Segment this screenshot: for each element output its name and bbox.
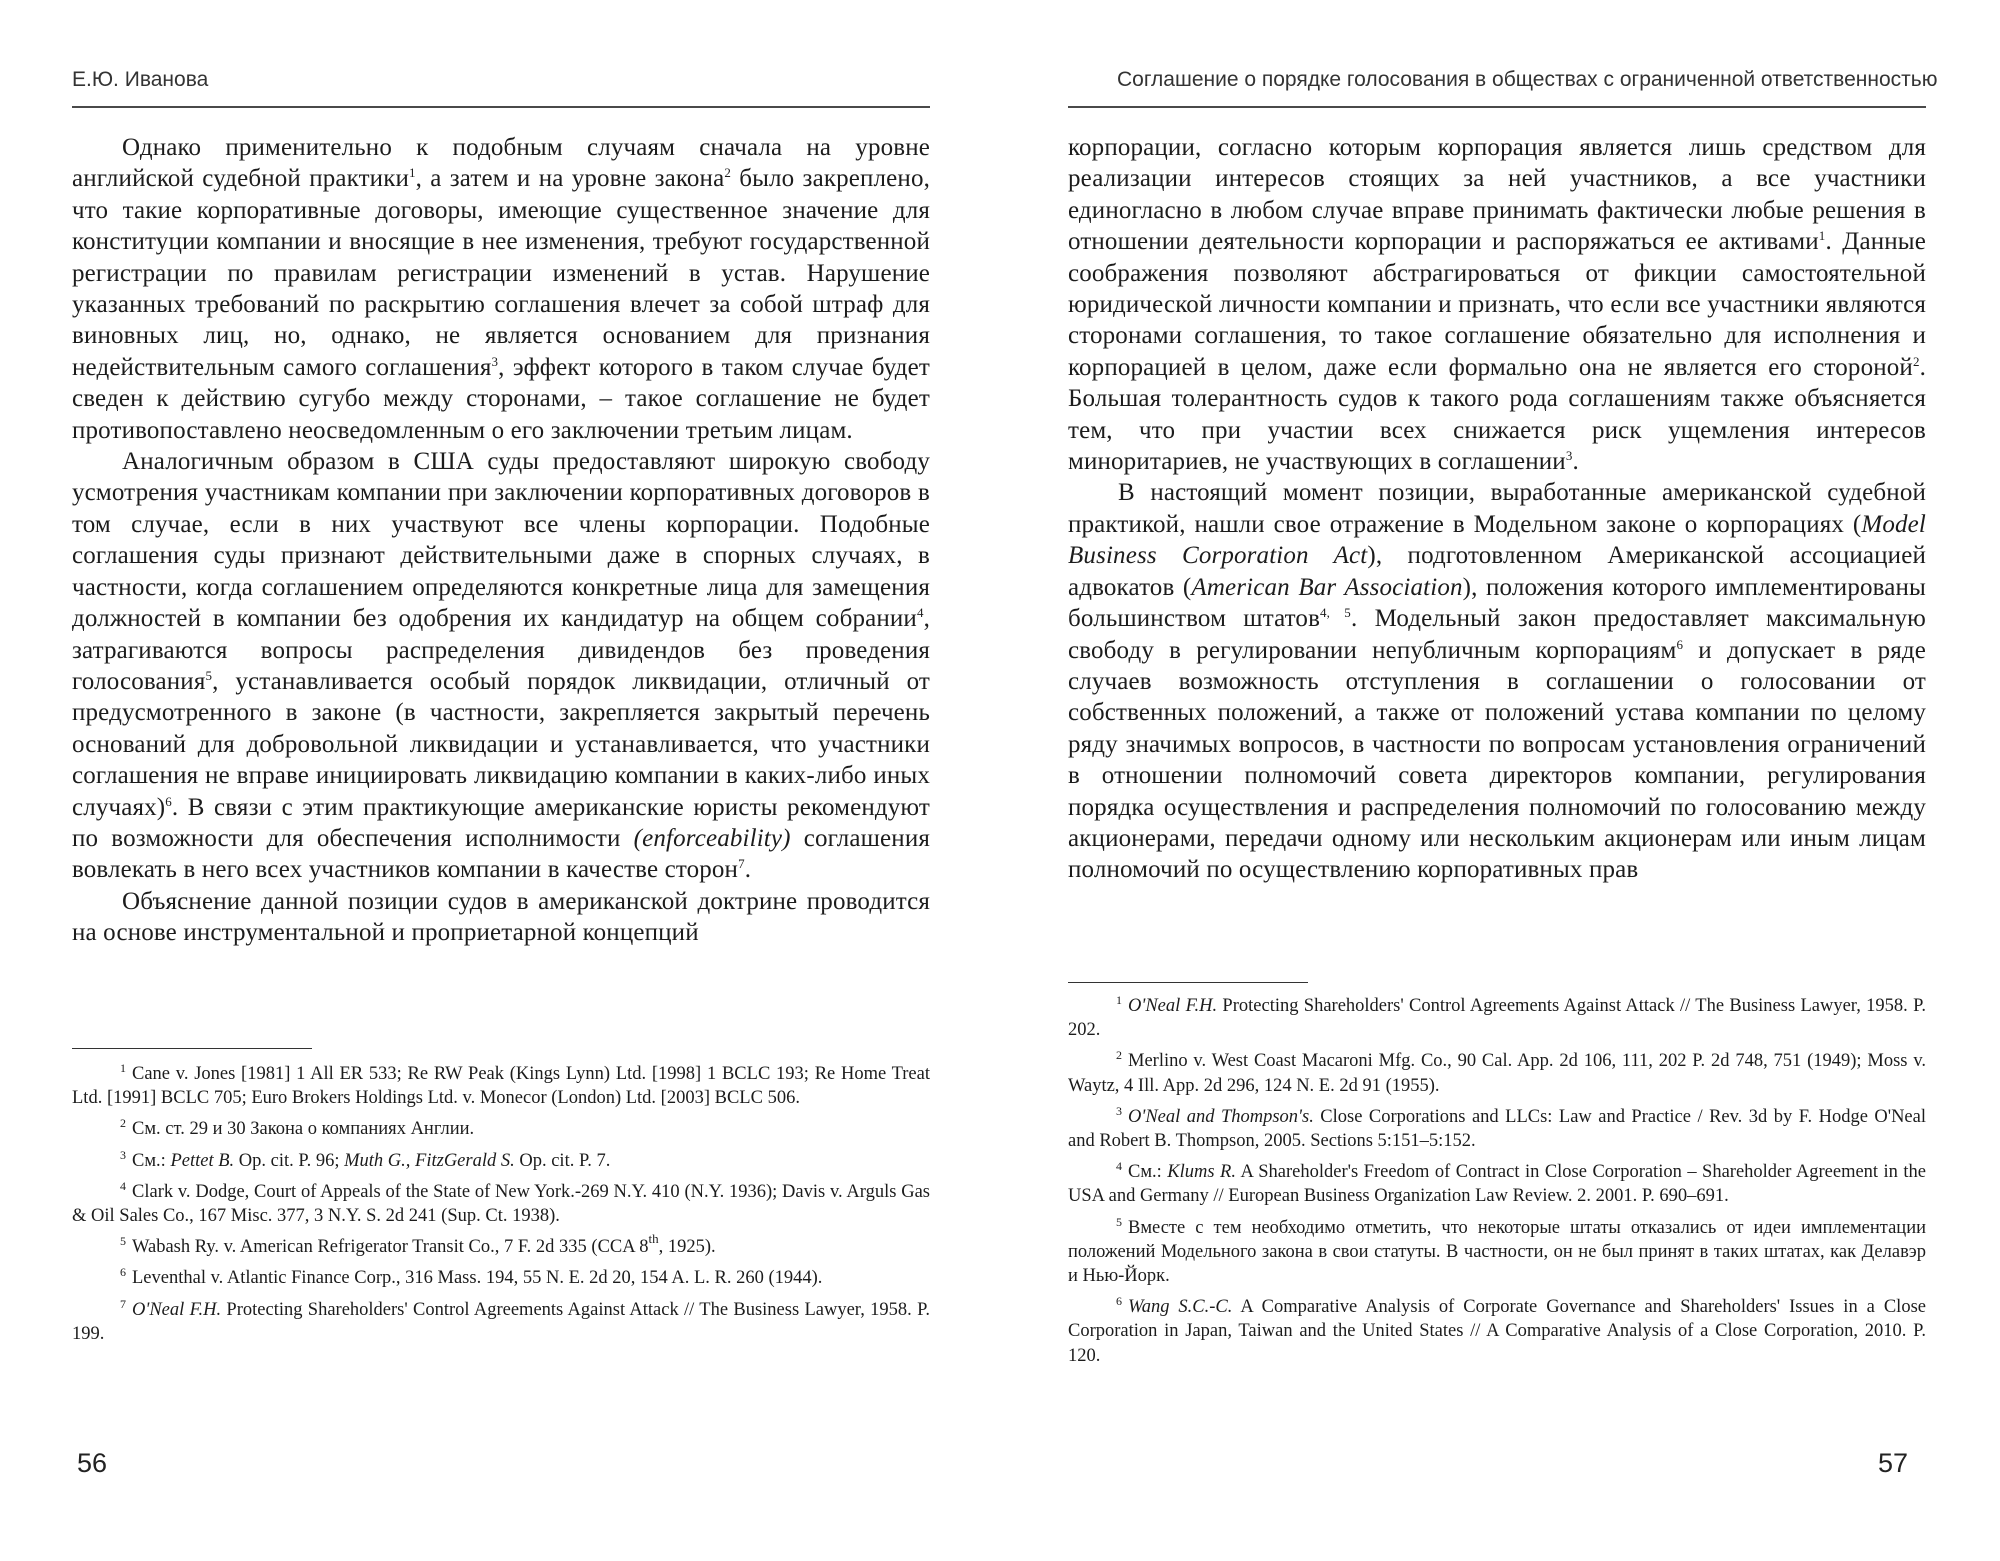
text-run: Clark v. Dodge, Court of Appeals of the State of New York.-269 N.Y. 410 (N.Y. 1936); Davis v. Arguls Gas & Oil Sales Co., 167 Misc. 377, 3 N.Y. S. 2d 241 (Sup. Ct. 1938). (72, 1181, 930, 1227)
text-run: A Shareholder's Freedom of Contract in Close Corporation – Shareholder Agreement in the USA and Germany // European Business Organization Law Review. 2. 2001. P. 690–691. (1068, 1162, 1927, 1207)
footnote (72, 1149, 930, 1173)
page-number: 57 (1878, 1448, 1909, 1478)
footnote (1068, 1216, 1926, 1289)
header-rule (1068, 106, 1926, 108)
italic-run: Klums R. (1167, 1162, 1236, 1183)
text-run: , затрагиваются вопросы распределения дивидендов без проведения голосования (72, 605, 930, 695)
footnote-number: 4 (120, 1178, 126, 1193)
footnote-ref: 1 (1818, 228, 1826, 244)
footnote-ref: 1 (409, 165, 416, 181)
page-number: 56 (77, 1448, 108, 1478)
italic-run: Pettet B. (170, 1150, 235, 1171)
text-run: Close Corporations and LLCs: Law and Practice / Rev. 3d by F. Hodge O'Neal and Robert B. Thompson, 2005. Sections 5:151–5:152. (1068, 1106, 1926, 1152)
footnote (72, 1231, 930, 1259)
footnote-ref: 3 (491, 353, 499, 369)
text-run: . Большая толерантность судов к такого рода соглашениям также объясняется тем, что при участии всех снижается риск ущемления интересов миноритариев, не участвующих в соглашении (1068, 353, 1926, 476)
text-run: . Модельный закон предоставляет максимальную свободу в регулировании непубличным корпорациям (1068, 605, 1926, 664)
footnote-number: 7 (120, 1296, 126, 1311)
text-run: В настоящий момент позиции, выработанные американской судебной практикой, нашли свое отражение в Модельном законе о корпорациях ( (1068, 479, 1926, 538)
text-run: Protecting Shareholders' Control Agreements Against Attack // The Business Lawyer, 1958. P. 199. (72, 1299, 930, 1344)
footnote-number: 2 (1116, 1048, 1122, 1063)
text-run: Leventhal v. Atlantic Finance Corp., 316 Mass. 194, 55 N. E. 2d 20, 154 A. L. R. 260 (1944). (132, 1268, 823, 1289)
footnote (1068, 1295, 1926, 1368)
footnote (1068, 1049, 1926, 1097)
footnote (1068, 994, 1926, 1042)
footnote-ref: 2 (1912, 353, 1920, 369)
footnote-number: 1 (1116, 993, 1122, 1007)
footnote-rule (72, 1048, 312, 1049)
text-run: Merlino v. West Coast Macaroni Mfg. Co., 90 Cal. App. 2d 106, 111, 202 P. 2d 748, 751 (1949); Moss v. Waytz, 4 Ill. App. 2d 296, 124 N. E. 2d 91 (1955). (1068, 1051, 1926, 1096)
text-run: Op. cit. P. 96; (234, 1150, 345, 1171)
italic-run: Model Business Corporation Act (1068, 510, 1926, 570)
text-run: ), подготовленном Американской ассоциацией адвокатов ( (1068, 542, 1926, 601)
footnote-ref: 3 (1565, 448, 1573, 464)
paragraph (72, 446, 930, 886)
footnote-ref: 4 (916, 605, 924, 621)
footnote-number: 5 (120, 1234, 126, 1249)
text-run: A Comparative Analysis of Corporate Governance and Shareholders' Issues in a Close Corporation in Japan, Taiwan and the United States // A Comparative Analysis of a Close Corporation, 2010. P. 120. (1068, 1297, 1926, 1366)
text-run: корпорации, согласно которым корпорация является лишь средством для реализации интересов стоящих за ней участников, а все участники единогласно в любом случае вправе принимать фактически любые решения в отношении деятельности корпорации и распоряжаться ее активами (1068, 134, 1926, 256)
paragraph (1068, 477, 1926, 885)
text-run: Cane v. Jones [1981] 1 All ER 533; Re RW Peak (Kings Lynn) Ltd. [1998] 1 BCLC 193; Re Home Treat Ltd. [1991] BCLC 705; Euro Brokers Holdings Ltd. v. Monecor (London) Ltd. [2003] BCLC 506. (72, 1064, 930, 1109)
italic-run: Muth G., FitzGerald S. (344, 1150, 515, 1171)
text-run: , эффект которого в таком случае будет сведен к действию сугубо между сторонами, – такое соглашение не будет противопоставлено неосведомленным о его заключении третьим лицам. (72, 353, 930, 444)
right-page (1000, 0, 2000, 1561)
footnote-number: 5 (1116, 1214, 1122, 1229)
footnote-number: 1 (120, 1061, 126, 1075)
text-run: Однако применительно к подобным случаям сначала на уровне английской судебной практики (72, 134, 930, 193)
main-text (1068, 132, 1926, 886)
footnote-number: 3 (120, 1147, 126, 1162)
italic-run: O'Neal F.H. (1128, 996, 1218, 1016)
footnote-ref: 6 (1676, 636, 1684, 652)
footnotes (1068, 994, 1926, 1375)
footnote-ref: th (648, 1231, 659, 1247)
footnote (1068, 1160, 1926, 1208)
footnote-ref: 4, 5 (1320, 605, 1351, 621)
footnote-ref: 5 (205, 667, 213, 683)
footnote (72, 1117, 930, 1141)
footnote (1068, 1105, 1926, 1153)
italic-run: Wang S.C.-C. (1128, 1297, 1233, 1318)
text-run: ), положения которого имплементированы большинством штатов (1068, 573, 1926, 633)
italic-run: O'Neal F.H. (132, 1299, 222, 1320)
text-run: См. ст. 29 и 30 Закона о компаниях Англии. (132, 1119, 475, 1140)
footnote-number: 2 (120, 1116, 126, 1131)
footnote-number: 3 (1116, 1103, 1122, 1118)
paragraph (1068, 132, 1926, 477)
italic-run: American Bar Association (1191, 573, 1463, 601)
footnote (72, 1266, 930, 1290)
running-head-author: Е.Ю. Иванова (72, 68, 209, 91)
footnote-ref: 6 (165, 793, 172, 809)
text-run: См.: (1128, 1162, 1168, 1183)
footnote-rule (1068, 982, 1308, 983)
footnote-ref: 2 (724, 165, 731, 181)
text-run: . (744, 856, 752, 884)
text-run: , 1925). (658, 1237, 716, 1258)
text-run: соглашения вовлекать в него всех участников компании в качестве сторон (72, 824, 931, 884)
text-run: . (1572, 448, 1579, 476)
running-head-title: Соглашение о порядке голосования в обществах с ограниченной ответственностью (1117, 68, 1938, 91)
text-run: , устанавливается особый порядок ликвидации, отличный от предусмотренного в законе (в частности, закрепляется закрытый перечень оснований для добровольной ликвидации и устанавливается, что участники соглашения не вправе инициировать ликвидацию компании в каких-либо иных случаях) (72, 667, 930, 821)
italic-run: (enforceability) (633, 824, 791, 852)
text-run: См.: (132, 1150, 171, 1171)
header-rule (72, 106, 930, 108)
main-text (72, 132, 930, 949)
text-run: и допускает в ряде случаев возможность отступления в соглашении о голосовании от собственных положений, а также от положений устава компании по целому ряду значимых вопросов, в частности по вопросам установления ограничений в отношении полномочий совета директоров компании, регулирования порядка осуществления и распределения полномочий по голосованию между акционерами, передачи одному или нескольким акционерам или иным лицам полномочий по осуществлению корпоративных прав (1068, 636, 1926, 884)
footnote (72, 1062, 930, 1110)
text-run: Op. cit. P. 7. (514, 1150, 611, 1171)
footnote-number: 4 (1116, 1159, 1122, 1174)
footnote-number: 6 (120, 1265, 126, 1280)
text-run: Вместе с тем необходимо отметить, что некоторые штаты отказались от идеи имплементации положений Модельного закона в свои статуты. В частности, он не был принят в таких штатах, как Делавэр и Нью-Йорк. (1068, 1217, 1926, 1287)
text-run: Wabash Ry. v. American Refrigerator Transit Co., 7 F. 2d 335 (CCA 8 (132, 1237, 649, 1258)
text-run: было закреплено, что такие корпоративные договоры, имеющие существенное значение для конституции компании и вносящие в нее изменения, требуют государственной регистрации по правилам регистрации изменений в устав. Нарушение указанных требований по раскрытию соглашения влечет за собой штраф для виновных лиц, но, однако, не является основанием для признания недействительным самого соглашения (72, 165, 930, 381)
text-run: , а затем и на уровне закона (415, 165, 725, 193)
italic-run: O'Neal and Thompson's. (1128, 1106, 1314, 1127)
footnote (72, 1298, 930, 1346)
text-run: . В связи с этим практикующие американские юристы рекомендуют по возможности для обеспечения исполнимости (72, 793, 930, 852)
paragraph (72, 886, 930, 949)
text-run: Аналогичным образом в США суды предоставляют широкую свободу усмотрения участникам компании при заключении корпоративных договоров в том случае, если в них участвуют все члены корпорации. Подобные соглашения суды признают действительными даже в спорных случаях, в частности, когда соглашением определяются конкретные лица для замещения должностей в компании без одобрения их кандидатур на общем собрании (72, 448, 930, 633)
text-run: . Данные соображения позволяют абстрагироваться от фикции самостоятельной юридической личности компании и признать, что если все участники являются сторонами соглашения, то такое соглашение обязательно для исполнения и корпорацией в целом, даже если формально она не является его стороной (1068, 228, 1926, 381)
footnote (72, 1180, 930, 1228)
footnote-number: 6 (1116, 1294, 1122, 1309)
footnotes (72, 1062, 930, 1353)
text-run: Protecting Shareholders' Control Agreements Against Attack // The Business Lawyer, 1958. P. 202. (1068, 996, 1926, 1041)
footnote-ref: 7 (738, 856, 745, 872)
text-run: Объяснение данной позиции судов в американской доктрине проводится на основе инструментальной и проприетарной концепций (72, 887, 930, 947)
paragraph (72, 132, 930, 446)
